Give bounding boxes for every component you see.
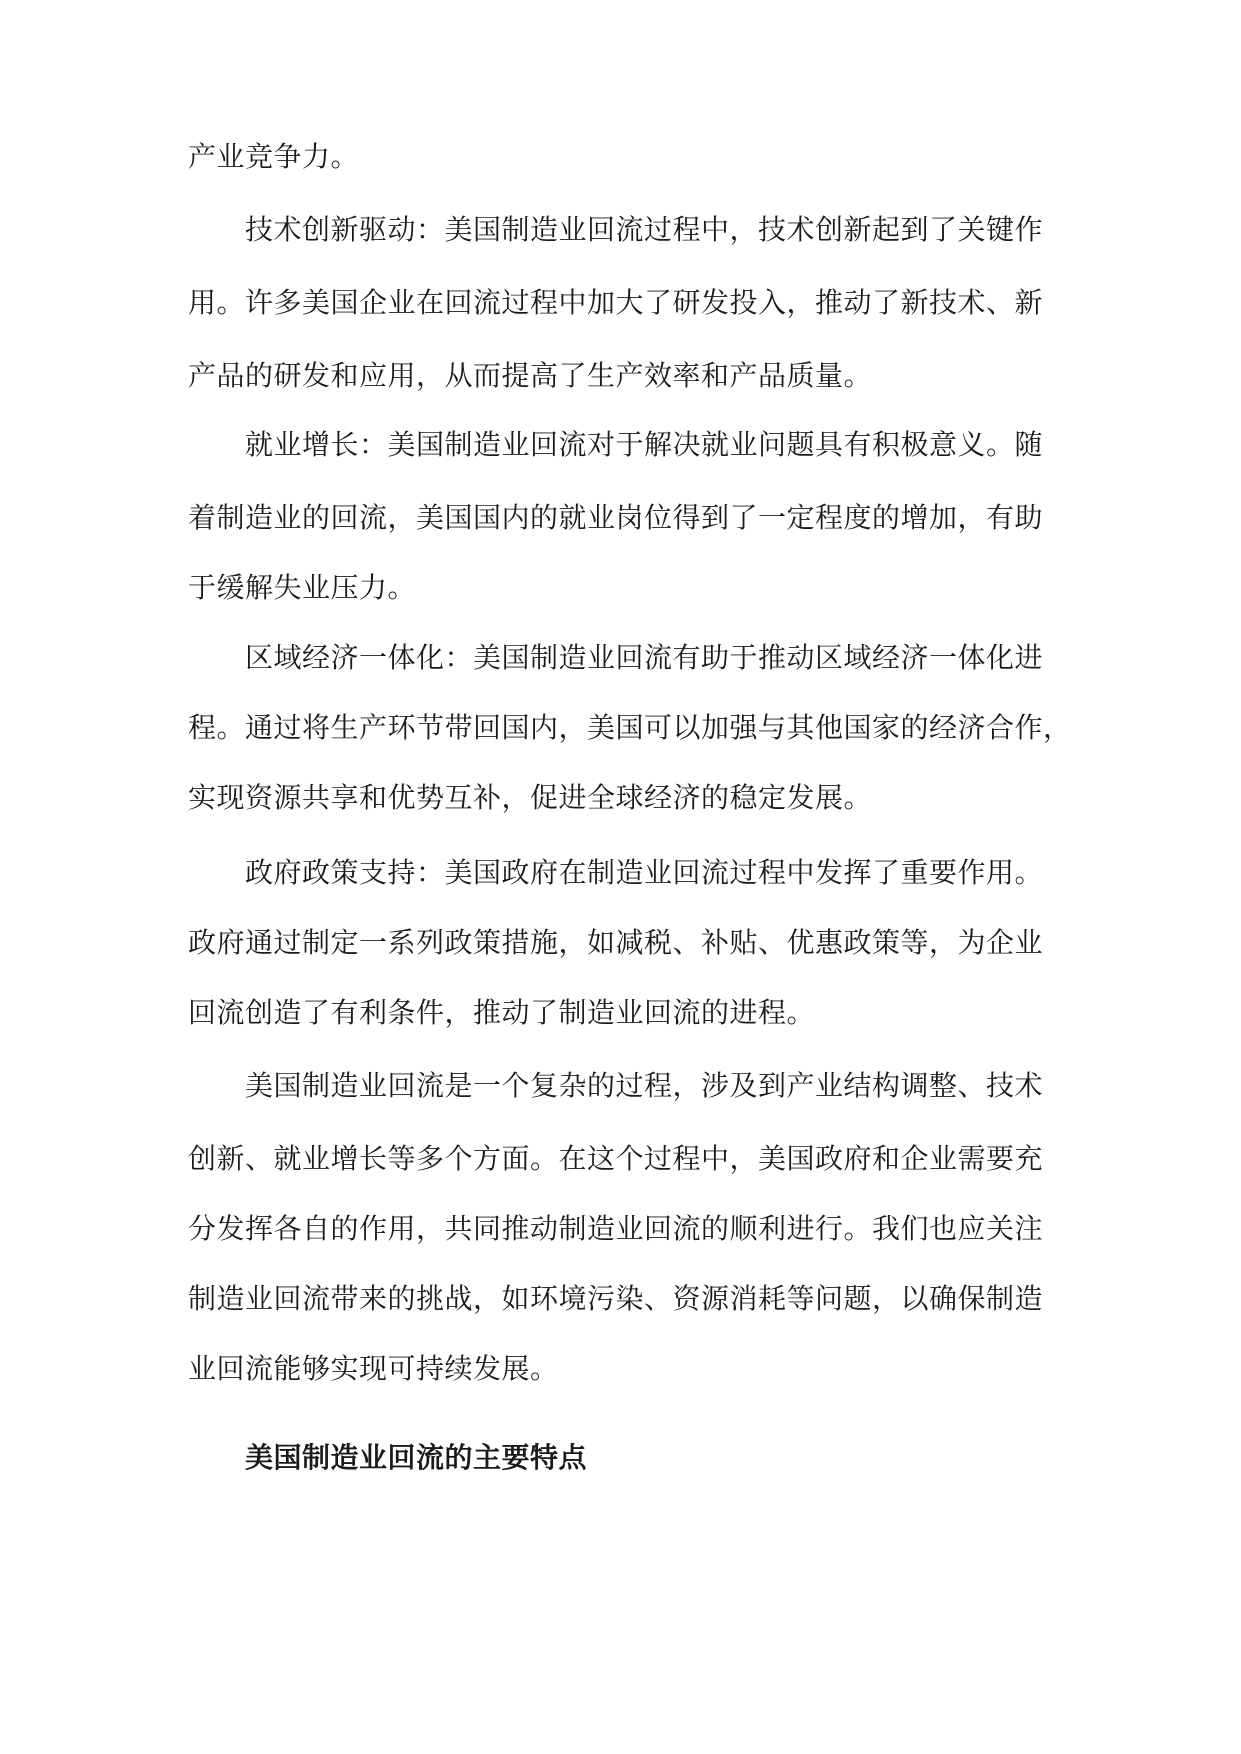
paragraph-line: 用。许多美国企业在回流过程中加大了研发投入，推动了新技术、新 — [188, 286, 1044, 319]
section-heading: 美国制造业回流的主要特点 — [245, 1441, 588, 1474]
paragraph-line: 回流创造了有利条件，推动了制造业回流的进程。 — [188, 996, 816, 1029]
paragraph-line: 业回流能够实现可持续发展。 — [188, 1352, 559, 1385]
paragraph-line: 程。通过将生产环节带回国内，美国可以加强与其他国家的经济合作， — [188, 711, 1072, 744]
paragraph-line: 政府通过制定一系列政策措施，如减税、补贴、优惠政策等，为企业 — [188, 926, 1044, 959]
paragraph-line: 政府政策支持：美国政府在制造业回流过程中发挥了重要作用。 — [245, 856, 1044, 889]
paragraph-line: 实现资源共享和优势互补，促进全球经济的稳定发展。 — [188, 781, 873, 814]
paragraph-line: 于缓解失业压力。 — [188, 571, 417, 604]
paragraph-line: 产品的研发和应用，从而提高了生产效率和产品质量。 — [188, 359, 873, 392]
paragraph-line: 美国制造业回流是一个复杂的过程，涉及到产业结构调整、技术 — [245, 1069, 1044, 1102]
paragraph-line: 产业竞争力。 — [188, 140, 360, 173]
paragraph-line: 区域经济一体化：美国制造业回流有助于推动区域经济一体化进 — [245, 641, 1044, 674]
paragraph-line: 就业增长：美国制造业回流对于解决就业问题具有积极意义。随 — [245, 428, 1044, 461]
paragraph-line: 制造业回流带来的挑战，如环境污染、资源消耗等问题，以确保制造 — [188, 1282, 1044, 1315]
paragraph-line: 技术创新驱动：美国制造业回流过程中，技术创新起到了关键作 — [245, 213, 1044, 246]
paragraph-line: 创新、就业增长等多个方面。在这个过程中，美国政府和企业需要充 — [188, 1142, 1044, 1175]
paragraph-line: 分发挥各自的作用，共同推动制造业回流的顺利进行。我们也应关注 — [188, 1212, 1044, 1245]
paragraph-line: 着制造业的回流，美国国内的就业岗位得到了一定程度的增加，有助 — [188, 501, 1044, 534]
